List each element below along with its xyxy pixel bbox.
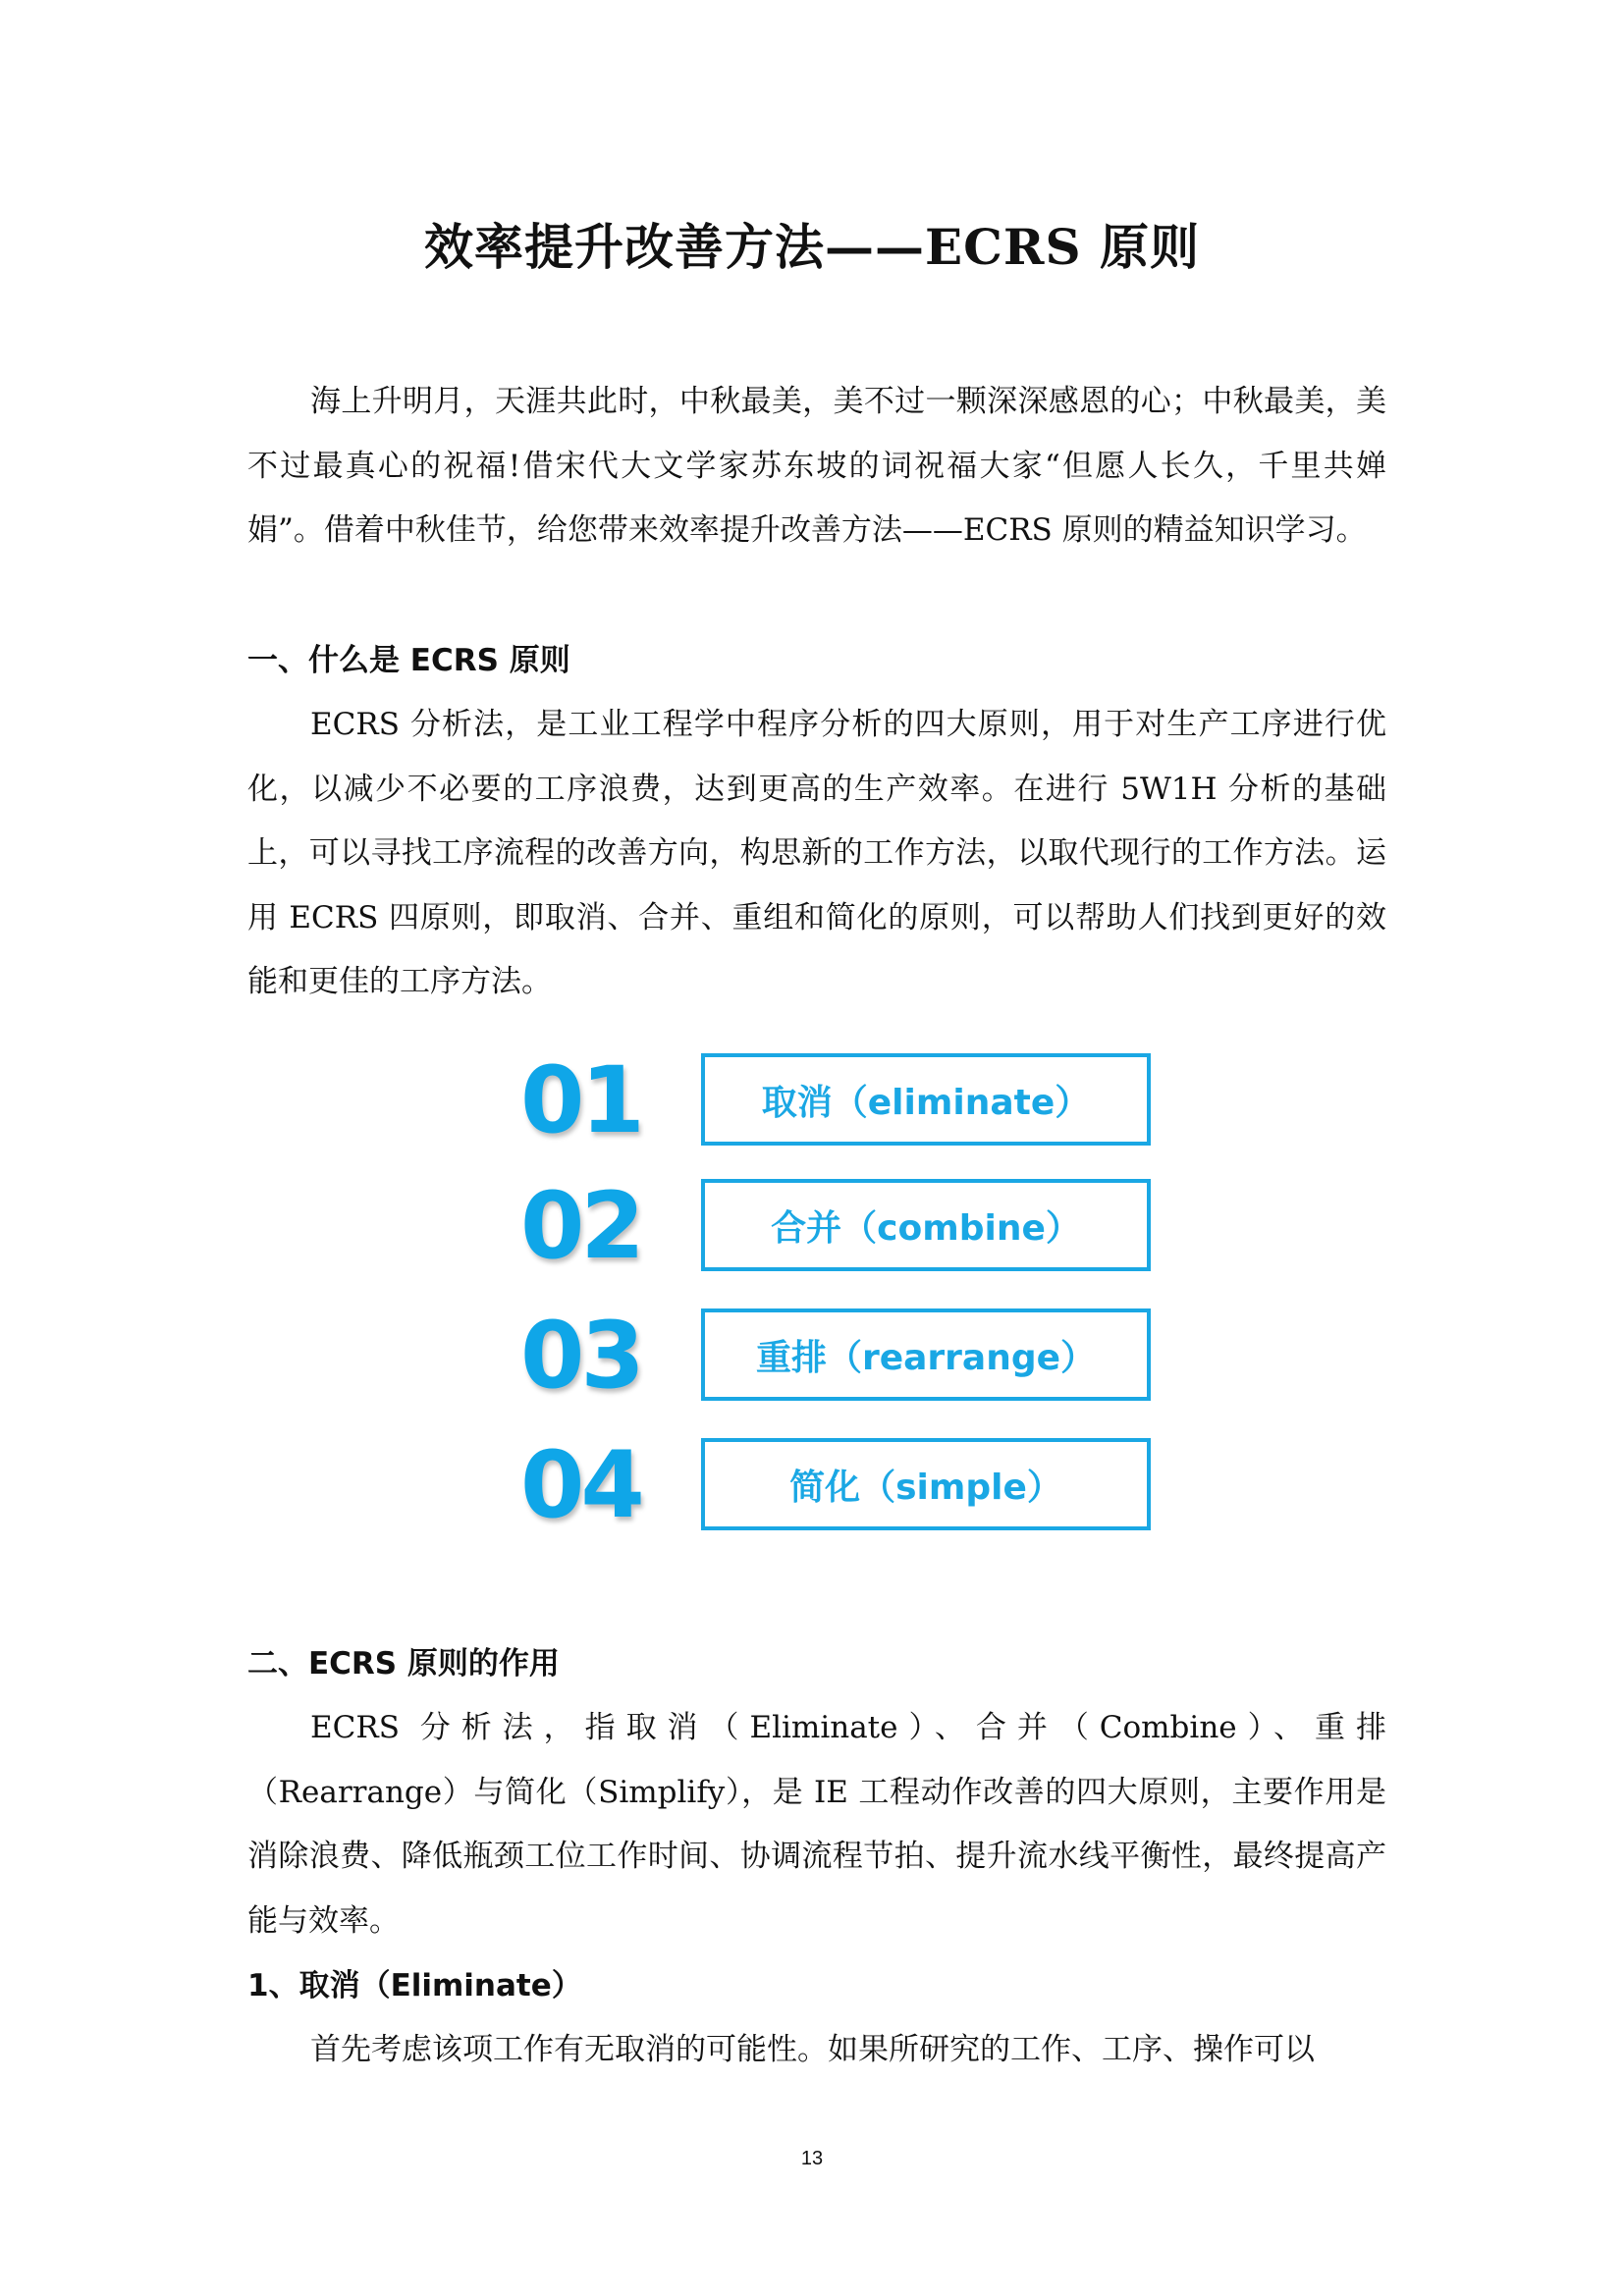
section-paragraph-what-is-ecrs: ECRS 分析法，是工业工程学中程序分析的四大原则，用于对生产工序进行优化，以减少不必要的工序浪费，达到更高的生产效率。在进行 5W1H 分析的基础上，可以寻找工序流程的改善方向，构思新的工作方法，以取代现行的工作方法。运用 ECRS 四原则，即取消、合并、重组和简化的原则，可以帮助人们找到更好的效能和更佳的工序方法。	[247, 707, 1386, 999]
document-title: 效率提升改善方法——ECRS 原则	[424, 218, 1200, 276]
section-paragraph-ecrs-role: ECRS 分析法，指取消（Eliminate）、合并（Combine）、重排（Rearrange）与简化（Simplify），是 IE 工程动作改善的四大原则，主要作用是消除浪费、降低瓶颈工位工作时间、协调流程节拍、提升流水线平衡性，最终提高产能与效率。	[247, 1710, 1386, 1939]
subsection-paragraph-eliminate: 首先考虑该项工作有无取消的可能性。如果所研究的工作、工序、操作可以	[310, 2032, 1315, 2067]
ecrs-item-eliminate	[511, 1047, 1159, 1154]
section-heading-ecrs-role: 二、ECRS 原则的作用	[247, 1646, 560, 1682]
ecrs-item-label-box: 重排（rearrange）	[701, 1308, 1151, 1401]
ecrs-item-label-box: 取消（eliminate）	[701, 1053, 1151, 1146]
page-number: 13	[800, 2148, 824, 2169]
subsection-heading-eliminate: 1、取消（Eliminate）	[247, 1968, 582, 2003]
ecrs-item-number: 03	[520, 1303, 641, 1410]
ecrs-item-simplify	[511, 1432, 1159, 1539]
intro-paragraph: 海上升明月，天涯共此时，中秋最美，美不过一颗深深感恩的心；中秋最美，美不过最真心的祝福!借宋代大文学家苏东坡的词祝福大家“但愿人长久，千里共婵娟”。借着中秋佳节，给您带来效率提升改善方法——ECRS 原则的精益知识学习。	[247, 384, 1386, 548]
ecrs-item-combine	[511, 1173, 1159, 1280]
ecrs-item-number: 04	[520, 1432, 641, 1539]
ecrs-item-label-box: 合并（combine）	[701, 1179, 1151, 1271]
ecrs-principles-graphic	[511, 1047, 1159, 1561]
ecrs-item-label-box: 简化（simple）	[701, 1438, 1151, 1530]
ecrs-item-number: 02	[520, 1173, 641, 1280]
ecrs-item-rearrange	[511, 1303, 1159, 1410]
ecrs-item-number: 01	[520, 1047, 641, 1154]
section-heading-what-is-ecrs: 一、什么是 ECRS 原则	[247, 643, 570, 678]
